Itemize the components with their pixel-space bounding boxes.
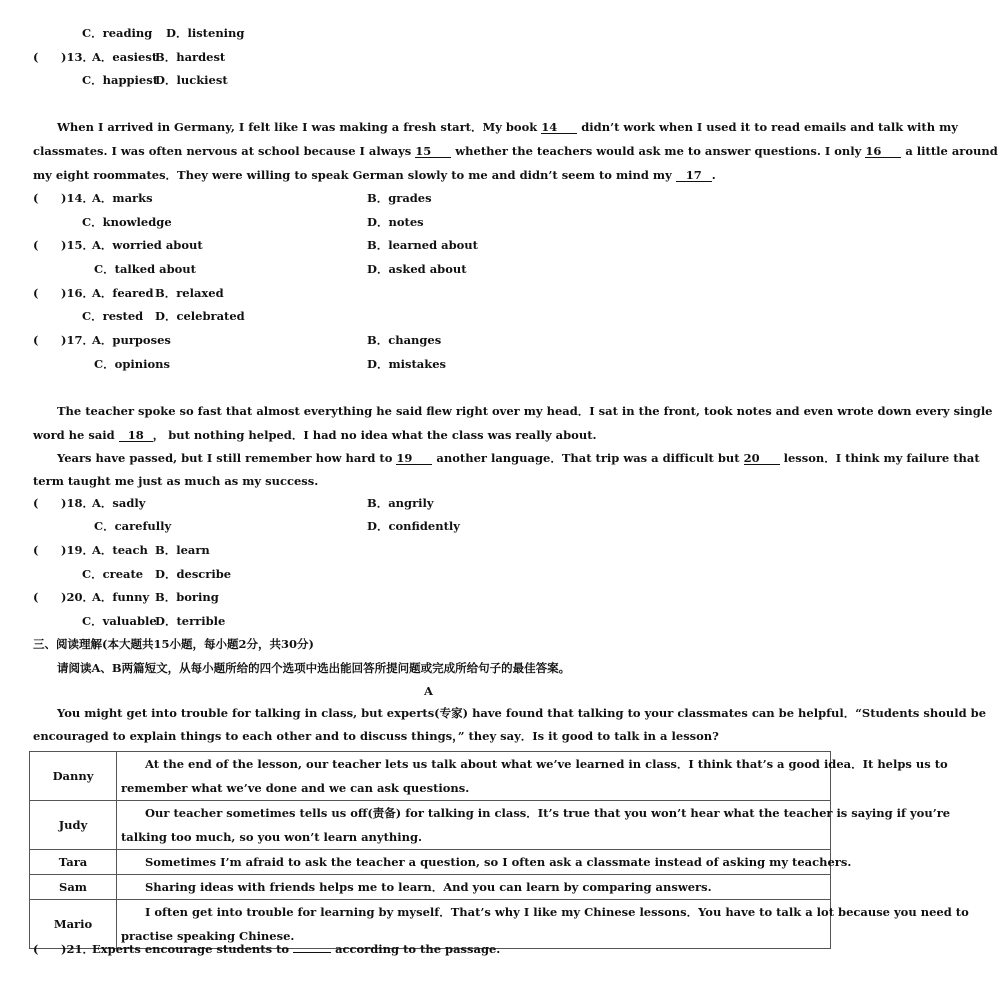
blank-17: 17 bbox=[676, 169, 712, 182]
para2-line3: Years have passed, but I still remember how hard to 19 another language．That trip was a difficult but 20 lesson．I think my failure that bbox=[57, 451, 980, 465]
q18-paren: ( bbox=[33, 496, 39, 510]
passage-intro-line1: You might get into trouble for talking in class, but experts(专家) have found that talking to your classmates can be helpful．“Students should be bbox=[57, 706, 987, 720]
q20-option-c: C．valuable bbox=[82, 614, 157, 628]
q17-option-c: C．opinions bbox=[94, 357, 170, 371]
q20-option-b: B．boring bbox=[155, 590, 219, 604]
q13-option-a: A．easiest bbox=[92, 50, 158, 64]
q21-paren: ( bbox=[33, 942, 39, 956]
q14-option-d: D．notes bbox=[367, 215, 424, 229]
q15-option-b: B．learned about bbox=[367, 238, 478, 252]
q21-stem: Experts encourage students to according to the passage. bbox=[92, 942, 501, 956]
q16-paren: ( bbox=[33, 286, 39, 300]
q16-option-a: A．feared bbox=[92, 286, 154, 300]
q13-option-c: C．happiest bbox=[82, 73, 159, 87]
q17-option-a: A．purposes bbox=[92, 333, 171, 347]
q18-option-a: A．sadly bbox=[92, 496, 146, 510]
q15-number: )15． bbox=[61, 238, 94, 252]
para2-line2: word he said 18 ， but nothing helped．I had no idea what the class was really about. bbox=[33, 428, 597, 442]
q12-option-d: D．listening bbox=[166, 26, 245, 40]
q14-number: )14． bbox=[61, 191, 94, 205]
q17-option-d: D．mistakes bbox=[367, 357, 447, 371]
q15-option-a: A．worried about bbox=[92, 238, 203, 252]
blank-14: 14 bbox=[541, 121, 577, 134]
q13-option-d: D．luckiest bbox=[155, 73, 228, 87]
blank-19: 19 bbox=[396, 452, 432, 465]
para1-line2: classmates. I was often nervous at school because I always 15 whether the teachers would ask me to answer questions. I only 16 a little around bbox=[33, 144, 998, 158]
speaker-comment: Sometimes I’m afraid to ask the teacher a question, so I often ask a classmate instead of asking my teachers. bbox=[117, 850, 831, 875]
q19-number: )19． bbox=[61, 543, 94, 557]
opinions-table bbox=[29, 751, 969, 949]
q20-option-a: A．funny bbox=[92, 590, 150, 604]
q12-option-c: C．reading bbox=[82, 26, 153, 40]
q13-option-b: B．hardest bbox=[155, 50, 226, 64]
q17-number: )17． bbox=[61, 333, 94, 347]
speaker-name: Danny bbox=[30, 752, 117, 801]
q18-number: )18． bbox=[61, 496, 94, 510]
blank-16: 16 bbox=[865, 145, 901, 158]
para1-line1: When I arrived in Germany, I felt like I was making a fresh start．My book 14 didn’t work when I used it to read emails and talk with my bbox=[57, 120, 958, 134]
q19-option-c: C．create bbox=[82, 567, 144, 581]
speaker-comment: I often get into trouble for learning by myself．That’s why I like my Chinese lessons．You have to talk a lot because you need to practise speaking Chinese. bbox=[117, 900, 831, 949]
q19-option-a: A．teach bbox=[92, 543, 148, 557]
speaker-name: Mario bbox=[30, 900, 117, 949]
q14-option-a: A．marks bbox=[92, 191, 153, 205]
q16-option-b: B．relaxed bbox=[155, 286, 224, 300]
speaker-comment: Sharing ideas with friends helps me to learn．And you can learn by comparing answers. bbox=[117, 875, 831, 900]
q20-option-d: D．terrible bbox=[155, 614, 226, 628]
q21-number: )21． bbox=[61, 942, 94, 956]
q18-option-c: C．carefully bbox=[94, 519, 172, 533]
q20-paren: ( bbox=[33, 590, 39, 604]
q18-option-d: D．confidently bbox=[367, 519, 460, 533]
passage-intro-line2: encouraged to explain things to each other and to discuss things，” they say．Is it good to talk in a lesson? bbox=[33, 729, 719, 743]
q13-paren: ( bbox=[33, 50, 39, 64]
q15-option-d: D．asked about bbox=[367, 262, 467, 276]
q18-option-b: B．angrily bbox=[367, 496, 434, 510]
table-row bbox=[30, 850, 831, 875]
table-row bbox=[30, 875, 831, 900]
q19-option-d: D．describe bbox=[155, 567, 232, 581]
speaker-comment: At the end of the lesson, our teacher lets us talk about what we’ve learned in class．I think that’s a good idea．It helps us to remember what we’ve done and we can ask questions. bbox=[117, 752, 831, 801]
q16-option-c: C．rested bbox=[82, 309, 144, 323]
q14-paren: ( bbox=[33, 191, 39, 205]
blank-21 bbox=[293, 952, 331, 953]
blank-18: 18 bbox=[119, 429, 153, 442]
q17-paren: ( bbox=[33, 333, 39, 347]
q14-option-c: C．knowledge bbox=[82, 215, 172, 229]
blank-15: 15 bbox=[415, 145, 451, 158]
speaker-name: Tara bbox=[30, 850, 117, 875]
q14-option-b: B．grades bbox=[367, 191, 432, 205]
speaker-name: Judy bbox=[30, 801, 117, 850]
section3-instruction: 请阅读A、B两篇短文，从每小题所给的四个选项中选出能回答所提问题或完成所给句子的最佳答案。 bbox=[57, 661, 571, 675]
para2-line1: The teacher spoke so fast that almost everything he said flew right over my head．I sat in the front, took notes and even wrote down every single bbox=[57, 404, 993, 418]
speaker-comment: Our teacher sometimes tells us off(责备) for talking in class．It’s true that you won’t hear what the teacher is saying if you’re talking too much, so you won’t learn anything. bbox=[117, 801, 831, 850]
q13-number: )13． bbox=[61, 50, 94, 64]
passage-label: A bbox=[424, 684, 433, 698]
q16-option-d: D．celebrated bbox=[155, 309, 245, 323]
q17-option-b: B．changes bbox=[367, 333, 442, 347]
q19-paren: ( bbox=[33, 543, 39, 557]
para2-line4: term taught me just as much as my success. bbox=[33, 474, 319, 488]
table-row bbox=[30, 752, 831, 801]
para1-line3: my eight roommates．They were willing to speak German slowly to me and didn’t seem to mind my 17 . bbox=[33, 168, 716, 182]
q19-option-b: B．learn bbox=[155, 543, 210, 557]
q20-number: )20． bbox=[61, 590, 94, 604]
q16-number: )16． bbox=[61, 286, 94, 300]
q15-paren: ( bbox=[33, 238, 39, 252]
blank-20: 20 bbox=[744, 452, 780, 465]
speaker-name: Sam bbox=[30, 875, 117, 900]
table-row bbox=[30, 801, 831, 850]
section3-heading: 三、阅读理解(本大题共15小题，每小题2分，共30分) bbox=[33, 637, 314, 651]
q15-option-c: C．talked about bbox=[94, 262, 196, 276]
